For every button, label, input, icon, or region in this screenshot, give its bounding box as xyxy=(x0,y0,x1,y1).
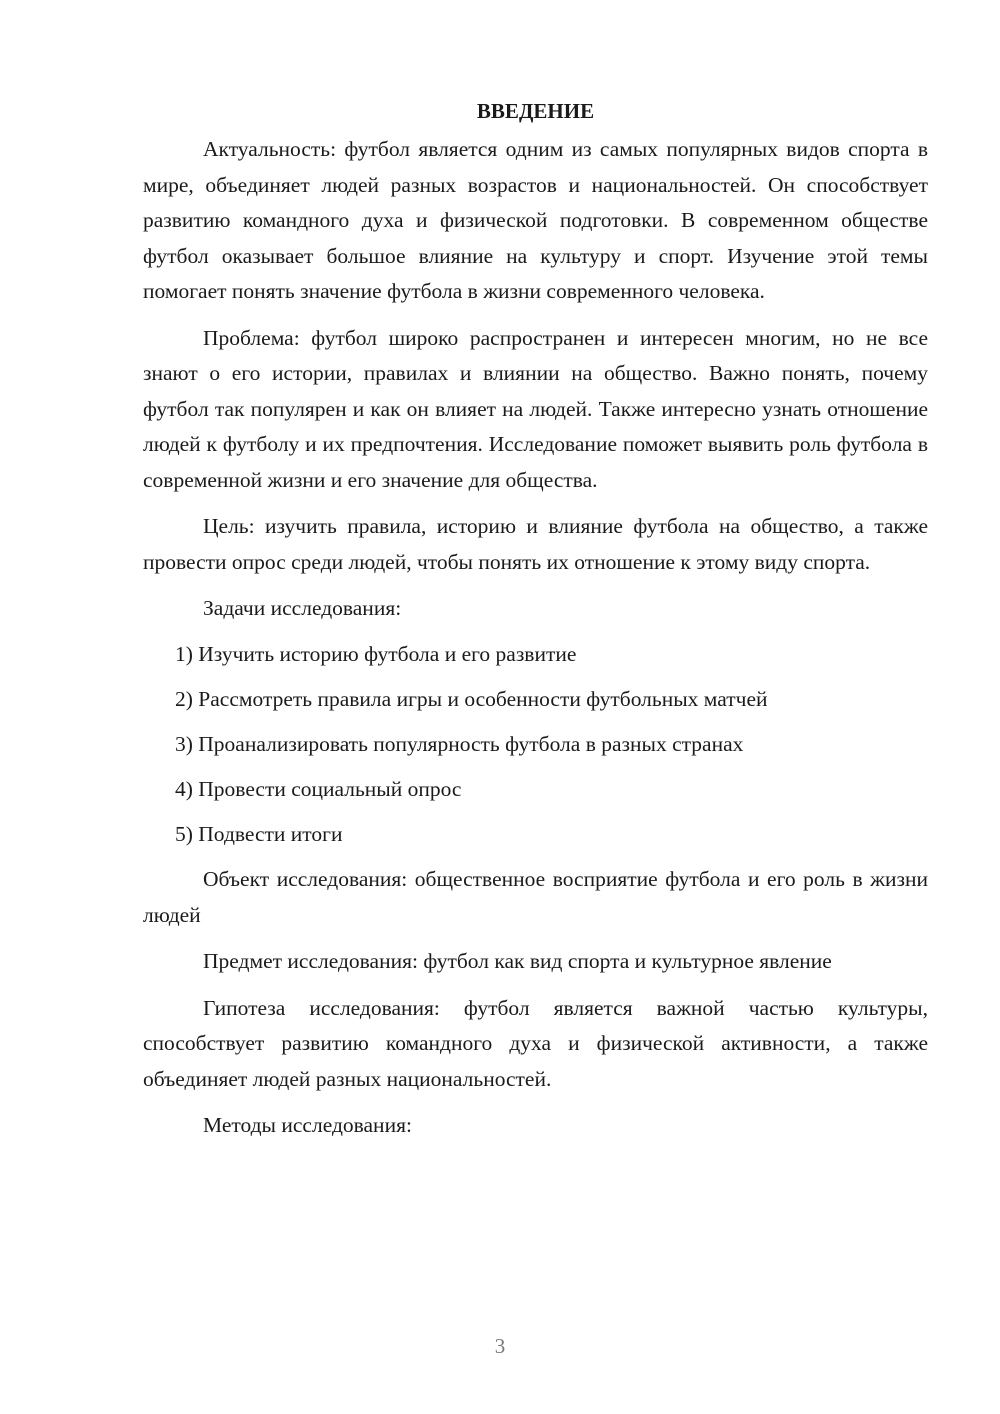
section-heading: ВВЕДЕНИЕ xyxy=(476,99,595,123)
list-item: 2) Рассмотреть правила игры и особенности футбольных матчей xyxy=(175,687,768,711)
paragraph-goal: Цель: изучить правила, историю и влияние футбола на общество, а также провести опрос среди людей, чтобы понять их отношение к этому виду спорта. xyxy=(143,514,928,574)
tasks-list xyxy=(143,637,928,851)
methods-heading: Методы исследования: xyxy=(203,1113,412,1137)
page-number: 3 xyxy=(494,1334,506,1358)
paragraph-object: Объект исследования: общественное восприятие футбола и его роль в жизни людей xyxy=(143,867,928,927)
list-item: 1) Изучить историю футбола и его развитие xyxy=(175,642,577,666)
paragraph-subject: Предмет исследования: футбол как вид спорта и культурное явление xyxy=(203,949,832,973)
list-item: 4) Провести социальный опрос xyxy=(175,777,462,801)
paragraph-relevance: Актуальность: футбол является одним из самых популярных видов спорта в мире, объединяет людей разных возрастов и национальностей. Он способствует развитию командного духа и физической подготовки. В современном обществе футбол оказывает большое влияние на культуру и спорт. Изучение этой темы помогает понять значение футбола в жизни современного человека. xyxy=(143,137,928,303)
document-page xyxy=(143,95,928,1143)
paragraph-problem: Проблема: футбол широко распространен и интересен многим, но не все знают о его истории, правилах и влиянии на общество. Важно понять, почему футбол так популярен и как он влияет на людей. Также интересно узнать отношение людей к футболу и их предпочтения. Исследование поможет выявить роль футбола в современной жизни и его значение для общества. xyxy=(143,325,928,492)
list-item: 3) Проанализировать популярность футбола в разных странах xyxy=(175,732,744,756)
tasks-heading: Задачи исследования: xyxy=(203,596,402,620)
paragraph-hypothesis: Гипотеза исследования: футбол является важной частью культуры, способствует развитию командного духа и физической активности, а также объединяет людей разных национальностей. xyxy=(143,995,928,1091)
list-item: 5) Подвести итоги xyxy=(175,822,343,846)
